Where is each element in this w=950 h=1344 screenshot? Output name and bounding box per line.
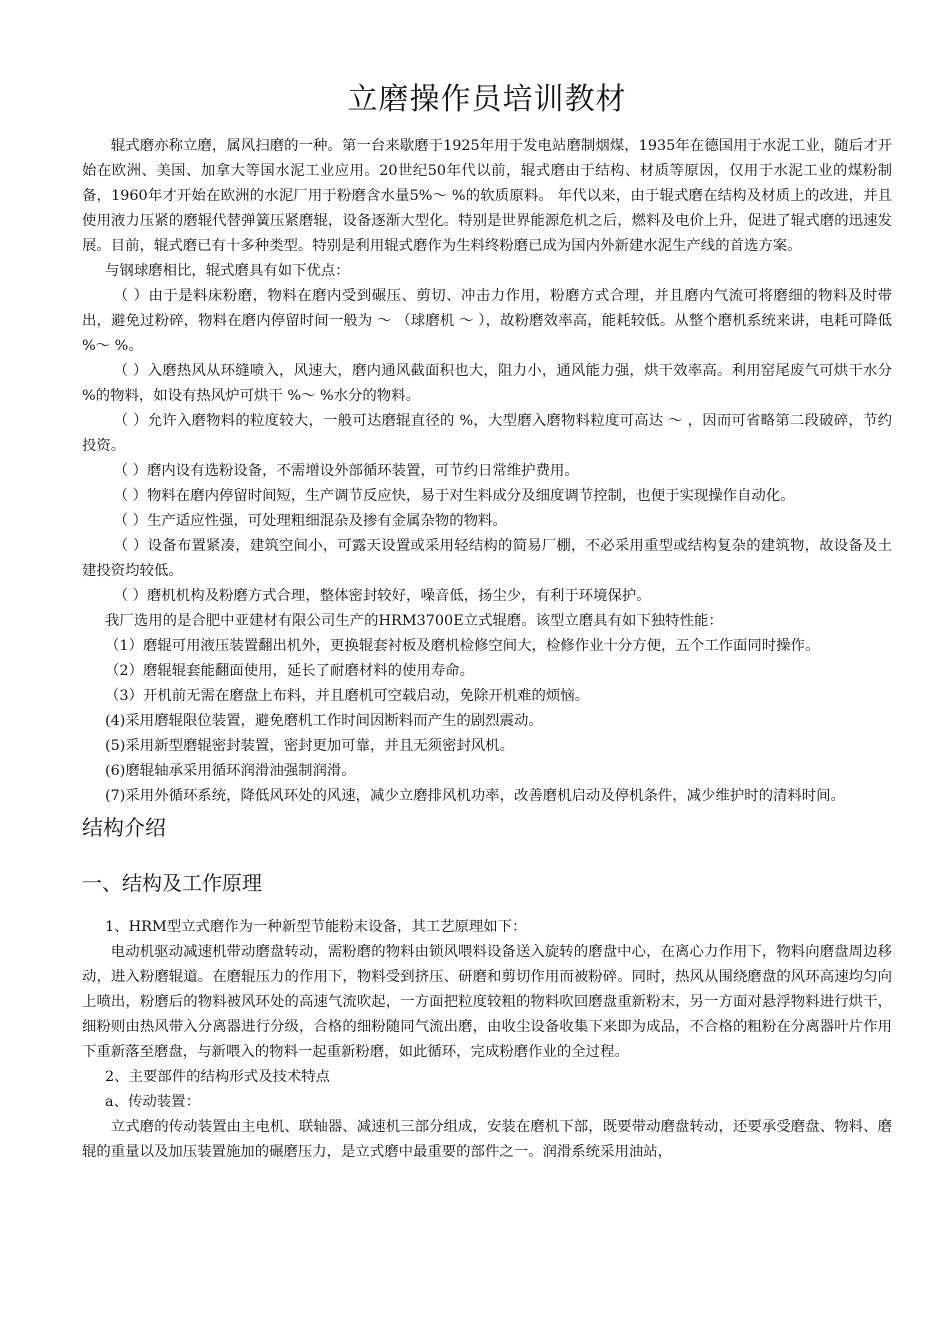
feature-item: （3）开机前无需在磨盘上布料，并且磨机可空载启动，免除开机难的烦恼。 xyxy=(105,688,590,704)
heading-structure: 结构介绍 xyxy=(82,816,166,840)
feature-item: (7)采用外循环系统，降低风环处的风速，减少立磨排风机功率，改善磨机启动及停机条件，减少维护时的清料时间。 xyxy=(105,788,845,804)
heading-section-1: 一、结构及工作原理 xyxy=(82,871,262,895)
advantage-item: （ ）由于是料床粉磨，物料在磨内受到碾压、剪切、冲击力作用，粉磨方式合理，并且磨内气流可将磨细的物料及时带出，避免过粉碎，物料在磨内停留时间一般为 ～ （球磨机 ～ ），故粉磨效率高，能耗较低。从整个磨机系统来讲，电耗可降低 %～ %。 xyxy=(82,288,892,354)
document-title: 立磨操作员培训教材 xyxy=(347,82,627,117)
feature-item: （2）磨辊辊套能翻面使用，延长了耐磨材料的使用寿命。 xyxy=(105,663,474,679)
advantage-item: （ ）磨内设有选粉设备，不需增设外部循环装置，可节约日常维护费用。 xyxy=(113,463,579,479)
feature-item: (5)采用新型磨辊密封装置，密封更加可靠，并且无须密封风机。 xyxy=(105,738,514,754)
advantage-item: （ ）设备布置紧凑，建筑空间小，可露天设置或采用轻结构的简易厂棚，不必采用重型或结构复杂的建筑物，故设备及土建投资均较低。 xyxy=(82,538,892,579)
item-2a-title: a、传动装置： xyxy=(105,1094,200,1110)
item-2-title: 2、主要部件的结构形式及技术特点 xyxy=(105,1069,331,1085)
item-2a-body: 立式磨的传动装置由主电机、联轴器、减速机三部分组成，安装在磨机下部，既要带动磨盘转动，还要承受磨盘、物料、磨辊的重量以及加压装置施加的碾磨压力，是立式磨中最重要的部件之一。润滑系统采用油站， xyxy=(82,1119,892,1160)
advantage-item: （ ）生产适应性强，可处理粗细混杂及掺有金属杂物的物料。 xyxy=(113,513,507,529)
advantage-item: （ ）允许入磨物料的粒度较大，一般可达磨辊直径的 %，大型磨入磨物料粒度可高达 ～ ，因而可省略第二段破碎，节约投资。 xyxy=(82,413,892,454)
feature-item: （1）磨辊可用液压装置翻出机外，更换辊套衬板及磨机检修空间大，检修作业十分方便，五个工作面同时操作。 xyxy=(105,638,820,654)
document-page xyxy=(82,78,892,1165)
advantage-item: （ ）入磨热风从环缝喷入，风速大，磨内通风截面积也大，阻力小，通风能力强，烘干效率高。利用窑尾废气可烘干水分 %的物料，如设有热风炉可烘干 %～ %水分的物料。 xyxy=(82,363,892,404)
advantages-intro: 与钢球磨相比，辊式磨具有如下优点： xyxy=(105,263,350,279)
advantage-item: （ ）磨机机构及粉磨方式合理，整体密封较好，噪音低，扬尘少，有利于环境保护。 xyxy=(113,588,651,604)
feature-item: (6)磨辊轴承采用循环润滑油强制润滑。 xyxy=(105,763,356,779)
item-1-body: 电动机驱动减速机带动磨盘转动，需粉磨的物料由锁风喂料设备送入旋转的磨盘中心，在离心力作用下，物料向磨盘周边移动，进入粉磨辊道。在磨辊压力的作用下，物料受到挤压、研磨和剪切作用而被粉碎。同时，热风从围绕磨盘的风环高速均匀向上喷出，粉磨后的物料被风环处的高速气流吹起，一方面把粒度较粗的物料吹回磨盘重新粉末，另一方面对悬浮物料进行烘干，细粉则由热风带入分离器进行分级，合格的细粉随同气流出磨，由收尘设备收集下来即为成品，不合格的粗粉在分离器叶片作用下重新落至磨盘，与新喂入的物料一起重新粉磨，如此循环，完成粉磨作业的全过程。 xyxy=(82,944,892,1060)
intro-paragraph: 辊式磨亦称立磨，属风扫磨的一种。第一台来歇磨于1925年用于发电站磨制烟煤，1935年在德国用于水泥工业，随后才开始在欧洲、美国、加拿大等国水泥工业应用。20世纪50年代以前，辊式磨由于结构、材质等原因，仅用于水泥工业的煤粉制备，1960年才开始在欧洲的水泥厂用于粉磨含水量5%～ %的软质原料。 年代以来，由于辊式磨在结构及材质上的改进，并且使用液力压紧的磨辊代替弹簧压紧磨辊，设备逐渐大型化。特别是世界能源危机之后，燃料及电价上升，促进了辊式磨的迅速发展。目前，辊式磨已有十多种类型。特别是利用辊式磨作为生料终粉磨已成为国内外新建水泥生产线的首选方案。 xyxy=(82,138,892,254)
item-1-title: 1、HRM型立式磨作为一种新型节能粉末设备，其工艺原理如下： xyxy=(105,919,527,935)
advantage-item: （ ）物料在磨内停留时间短，生产调节反应快，易于对生料成分及细度调节控制，也便于实现操作自动化。 xyxy=(113,488,795,504)
feature-item: (4)采用磨辊限位装置，避免磨机工作时间因断料而产生的剧烈震动。 xyxy=(105,713,543,729)
features-intro: 我厂选用的是合肥中亚建材有限公司生产的HRM3700E立式辊磨。该型立磨具有如下独特性能： xyxy=(105,613,723,629)
